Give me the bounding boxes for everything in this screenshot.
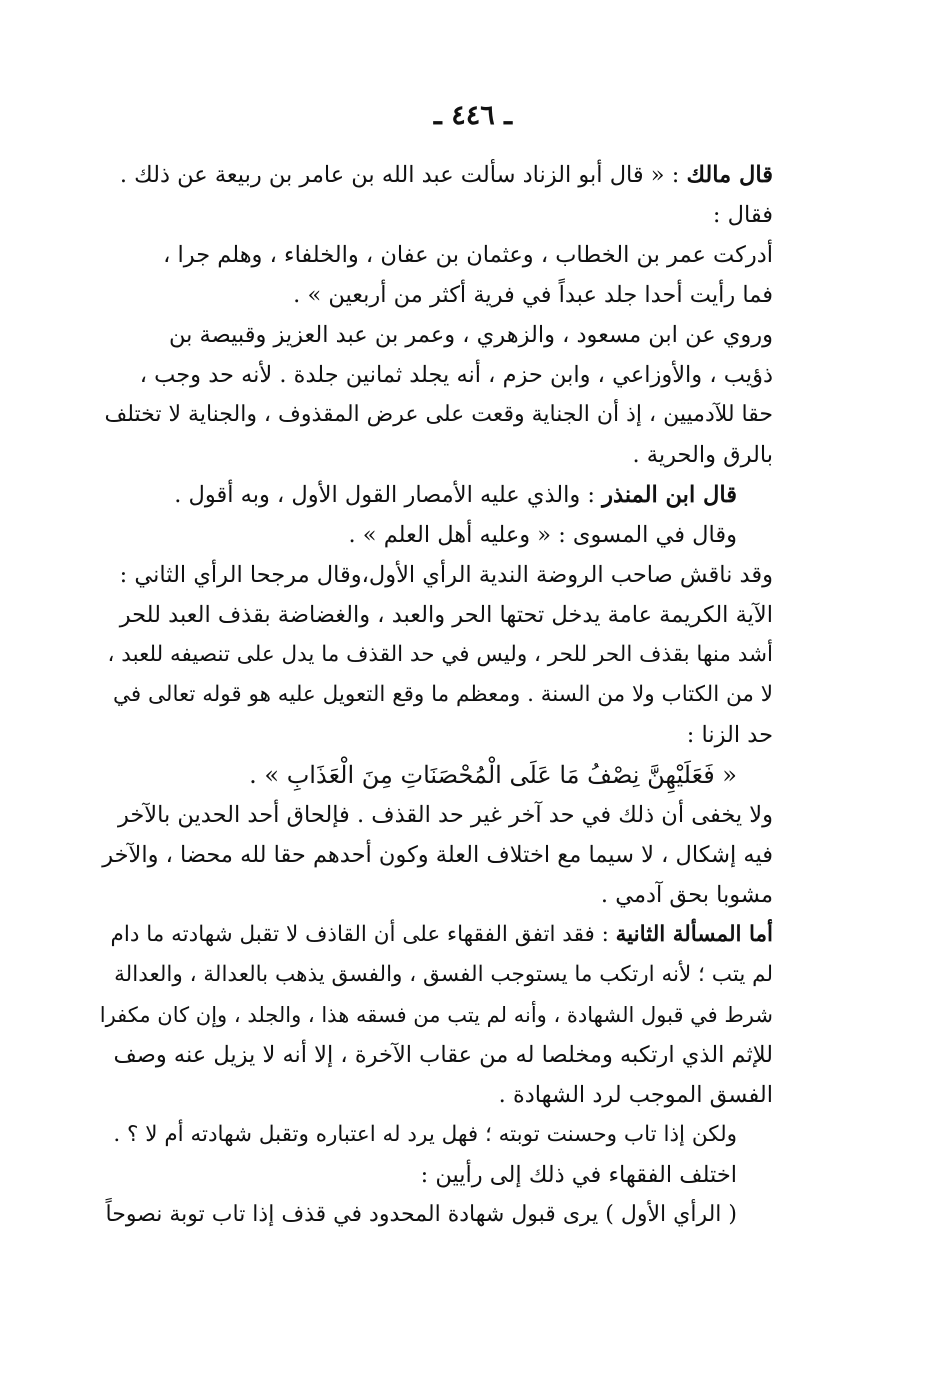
line-text: فقال : [712,202,773,228]
text-line [100,555,773,595]
line-text: : والذي عليه الأمصار القول الأول ، وبه أقول . [174,482,603,508]
text-line [100,795,773,835]
line-text: ذؤيب ، والأوزاعي ، وابن حزم ، أنه يجلد ثمانين جلدة . لأنه حد وجب ، [139,362,773,388]
line-text: : فقد اتفق الفقهاء على أن القاذف لا تقبل شهادته ما دام [110,922,616,947]
text-line [100,1195,773,1235]
line-text: : « قال أبو الزناد سألت عبد الله بن عامر بن ربيعة عن ذلك . [119,162,687,188]
text-line [100,315,773,355]
text-line [100,715,773,755]
text-line [100,435,773,475]
line-text: وروي عن ابن مسعود ، والزهري ، وعمر بن عبد العزيز وقبيصة بن [169,322,773,348]
text-line [100,595,773,635]
line-text: للإثم الذي ارتكبه ومخلصا له من عقاب الآخرة ، إلا أنه لا يزيل عنه وصف [113,1042,773,1068]
text-line [100,1035,773,1075]
text-line [100,515,773,555]
line-text: مشوبا بحق آدمي . [600,882,773,908]
line-text: الفسق الموجب لرد الشهادة . [498,1082,773,1108]
line-text: ( الرأي الأول ) يرى قبول شهادة المحدود في قذف إذا تاب توبة نصوحاً [105,1202,737,1227]
line-text: فيه إشكال ، لا سيما مع اختلاف العلة وكون أحدهم حقا لله محضا ، والآخر [102,842,773,868]
line-text: ولا يخفى أن ذلك في حد آخر غير حد القذف . فإلحاق أحد الحدين بالآخر [117,802,773,828]
text-line [100,155,773,195]
text-line [100,195,773,235]
line-text: بالرق والحرية . [632,442,773,468]
line-text: ولكن إذا تاب وحسنت توبته ؛ فهل يرد له اعتباره وتقبل شهادته أم لا ؟ . [113,1122,737,1147]
line-text: اختلف الفقهاء في ذلك إلى رأيين : [420,1162,737,1188]
text-line [100,355,773,395]
text-line [100,1075,773,1115]
text-line [100,675,773,715]
text-line [100,235,773,275]
text-line [100,1115,773,1155]
line-text: شرط في قبول الشهادة ، وأنه لم يتب من فسقه هذا ، والجلد ، وإن كان مكفرا [100,1003,773,1027]
text-line [100,915,773,955]
body-text [100,155,773,1235]
line-text: فما رأيت أحدا جلد عبداً في فرية أكثر من أربعين » . [293,282,773,308]
line-text: وقال في المسوى : « وعليه أهل العلم » . [348,522,737,548]
line-text: « فَعَلَيْهِنَّ نِصْفُ مَا عَلَى الْمُحْصَنَاتِ مِنَ الْعَذَابِ » . [249,761,737,789]
line-text: أدركت عمر بن الخطاب ، وعثمان بن عفان ، والخلفاء ، وهلم جرا ، [163,242,773,268]
line-text: الآية الكريمة عامة يدخل تحتها الحر والعبد ، والغضاضة بقذف العبد للحر [119,602,773,628]
text-line [100,875,773,915]
line-text: حقا للآدميين ، إذ أن الجناية وقعت على عرض المقذوف ، والجناية لا تختلف [104,402,773,427]
line-text: لا من الكتاب ولا من السنة . ومعظم ما وقع التعويل عليه هو قوله تعالى في [112,682,773,707]
line-text: وقد ناقش صاحب الروضة الندية الرأي الأول،وقال مرجحا الرأي الثاني : [119,562,773,588]
line-text: أشد منها بقذف الحر للحر ، وليس في حد القذف ما يدل على تنصيفه للعبد ، [107,642,773,667]
bold-lead: قال مالك [686,162,773,188]
line-text: لم يتب ؛ لأنه ارتكب ما يستوجب الفسق ، والفسق يذهب بالعدالة ، والعدالة [114,962,773,987]
text-line [100,635,773,675]
text-line [100,1155,773,1195]
bold-lead: قال ابن المنذر [602,482,737,508]
page-number: ـ ٤٤٦ ـ [433,100,513,131]
line-text: حد الزنا : [686,722,773,748]
text-line [100,275,773,315]
text-line [100,955,773,995]
text-line [100,475,773,515]
text-line [100,755,773,795]
bold-lead: أما المسألة الثانية [615,922,773,947]
text-line [100,395,773,435]
text-line [100,835,773,875]
text-line [100,995,773,1035]
